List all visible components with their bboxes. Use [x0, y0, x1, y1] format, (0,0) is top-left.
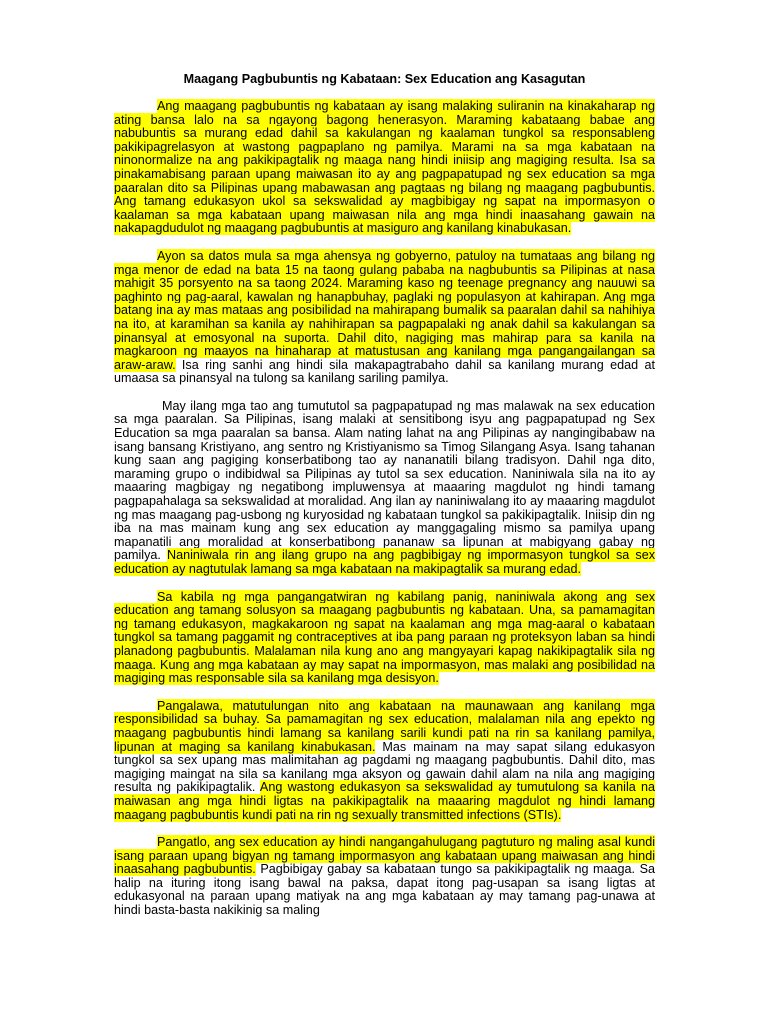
- plain-text: Isa ring sanhi ang hindi sila makapagtrabaho dahil sa kanilang murang edad at umaasa sa pinansyal na tulong sa kanilang sariling pamilya.: [114, 357, 655, 386]
- highlighted-text: Ang wastong edukasyon sa sekswalidad ay tumutulong sa kanila na maiwasan ang mga hindi ligtas na pakikipagtalik na maaaring magdulot ng hindi lamang maagang pagbubuntis kundi pati na rin ng sexually transmitted infections (STIs).: [114, 780, 655, 822]
- paragraph-intro: [114, 100, 655, 236]
- highlighted-text: Ayon sa datos mula sa mga ahensya ng gobyerno, patuloy na tumataas ang bilang ng mga menor de edad na bata 15 na taong gulang pababa na nagbubuntis sa Pilipinas at nasa mahigit 35 porsyento na sa taong 2024. Maraming kaso ng teenage pregnancy ang nauuwi sa paghinto ng pag-aaral, kawalan ng hanapbuhay, paglaki ng populasyon at kahirapan. Ang mga batang ina ay mas mataas ang posibilidad na mahirapang bumalik sa paaralan dahil sa nahihiya na ito, at karamihan sa kanila ay nahihirapan sa pagpapalaki ng anak dahil sa kakulangan sa pinansyal at emosyonal na suporta. Dahil dito, nagiging mas mahirap para sa kanila na magkaroon ng maayos na hinaharap at matustusan ang kanilang mga pangangailangan sa araw-araw.: [114, 248, 655, 372]
- highlighted-text: Pangalawa, matutulungan nito ang kabataan na maunawaan ang kanilang mga responsibilidad sa buhay. Sa pamamagitan ng sex education, malalaman nila ang epekto ng maagang pagbubuntis hindi lamang sa kanilang sarili kundi pati na rin sa kanilang pamilya, lipunan at maging sa kanilang kinabukasan.: [114, 698, 655, 754]
- paragraph-third-argument: [114, 836, 655, 918]
- paragraph-first-argument: [114, 591, 655, 686]
- document-title: Maagang Pagbubuntis ng Kabataan: Sex Education ang Kasagutan: [183, 72, 586, 86]
- highlighted-text: Ang maagang pagbubuntis ng kabataan ay isang malaking suliranin na kinakaharap ng ating bansa lalo na sa ngayong bagong henerasyon. Maraming kabataang babae ang nabubuntis sa murang edad dahil sa kakulangan ng kaalaman tungkol sa responsableng pakikipagrelasyon at wastong pagpaplano ng pamilya. Marami na sa mga kabataan na ninonormalize na ang pakikipagtalik ng maaga nang hindi iniisip ang magiging resulta. Isa sa pinakamabisang paraan upang maiwasan ito ay ang pagpapatupad ng sex education sa mga paaralan dito sa Pilipinas upang mabawasan ang pagtaas ng bilang ng maagang pagbubuntis. Ang tamang edukasyon ukol sa sekswalidad ay magbibigay ng sapat na impormasyon o kaalaman sa mga kabataan upang maiwasan nila ang mga hindi inaasahang gawain na nakapagdudulot ng maagang pagbubuntis at masiguro ang kanilang kinabukasan.: [114, 99, 655, 236]
- plain-text: May ilang mga tao ang tumututol sa pagpapatupad ng mas malawak na sex education sa mga paaralan. Sa Pilipinas, isang malaki at sensitibong isyu ang pagpapatupad ng Sex Education sa mga paaralan sa bansa. Alam nating lahat na ang Pilipinas ay nangingibabaw na isang bansang Kristiyano, ang sentro ng Kristiyanismo sa Timog Silangang Asya. Isang tahanan kung saan ang pagiging konserbatibong tao ay nananatili bilang tradisyon. Dahil nga dito, maraming grupo o indibidwal sa Pilipinas ay tutol sa sex education. Naniniwala sila na ito ay maaaring magbigay ng negatibong impluwensya at maaaring magdulot ng hindi tamang pagpapahalaga sa sekswalidad at moralidad. Ang ilan ay naniniwalang ito ay maaaring magdulot ng mas maagang pag-usbong ng kuryosidad ng kabataan tungkol sa pakikipagtalik. Iniisip din ng iba na mas mainam kung ang sex education ay manggagaling mismo sa pamilya upang mapanatili ang moralidad at konserbatibong pananaw sa lipunan at mabigyang gabay ng pamilya.: [114, 398, 655, 563]
- paragraph-statistics: [114, 250, 655, 386]
- paragraph-second-argument: [114, 700, 655, 822]
- plain-text: Pagbibigay gabay sa kabataan tungo sa pakikipagtalik ng maaga. Sa halip na ituring itong isang bawal na paksa, dapat itong pag-usapan sa isang ligtas at edukasyonal na paraan upang matiyak na ang mga kabataan ay may tamang pag-unawa at hindi basta-basta nakikinig sa maling: [114, 862, 655, 918]
- highlighted-text: Naniniwala rin ang ilang grupo na ang pagbibigay ng impormasyon tungkol sa sex education ay nagtutulak lamang sa mga kabataan na makipagtalik sa murang edad.: [114, 548, 655, 576]
- plain-text: Mas mainam na may sapat silang edukasyon tungkol sa sex upang mas malimitahan ag pagdami ng maagang pagbubuntis. Dahil dito, mas magiging maingat na sila sa kanilang mga aksyon og gawain dahil alam na nila ang magiging resulta ng pakikipagtalik.: [114, 739, 655, 795]
- highlighted-text: Sa kabila ng mga pangangatwiran ng kabilang panig, naniniwala akong ang sex education ang tamang solusyon sa maagang pagbubuntis ng kabataan. Una, sa pamamagitan ng tamang edukasyon, magkakaroon ng sapat na kaalaman ang mga mag-aaral o kabataan tungkol sa tamang paggamit ng contraceptives at iba pang paraan ng proteksyon laban sa hindi planadong pagbubuntis. Malalaman nila kung ano ang mangyayari kapag nakikipagtalik sila ng maaga. Kung ang mga kabataan ay may sapat na impormasyon, mas malaki ang posibilidad na magiging mas responsable sila sa kanilang mga desisyon.: [114, 589, 655, 686]
- paragraph-opposition: [114, 400, 655, 577]
- highlighted-text: Pangatlo, ang sex education ay hindi nangangahulugang pagtuturo ng maling asal kundi isang paraan upang bigyan ng tamang impormasyon ang kabataan upang maiwasan ang hindi inaasahang pagbubuntis.: [114, 835, 655, 877]
